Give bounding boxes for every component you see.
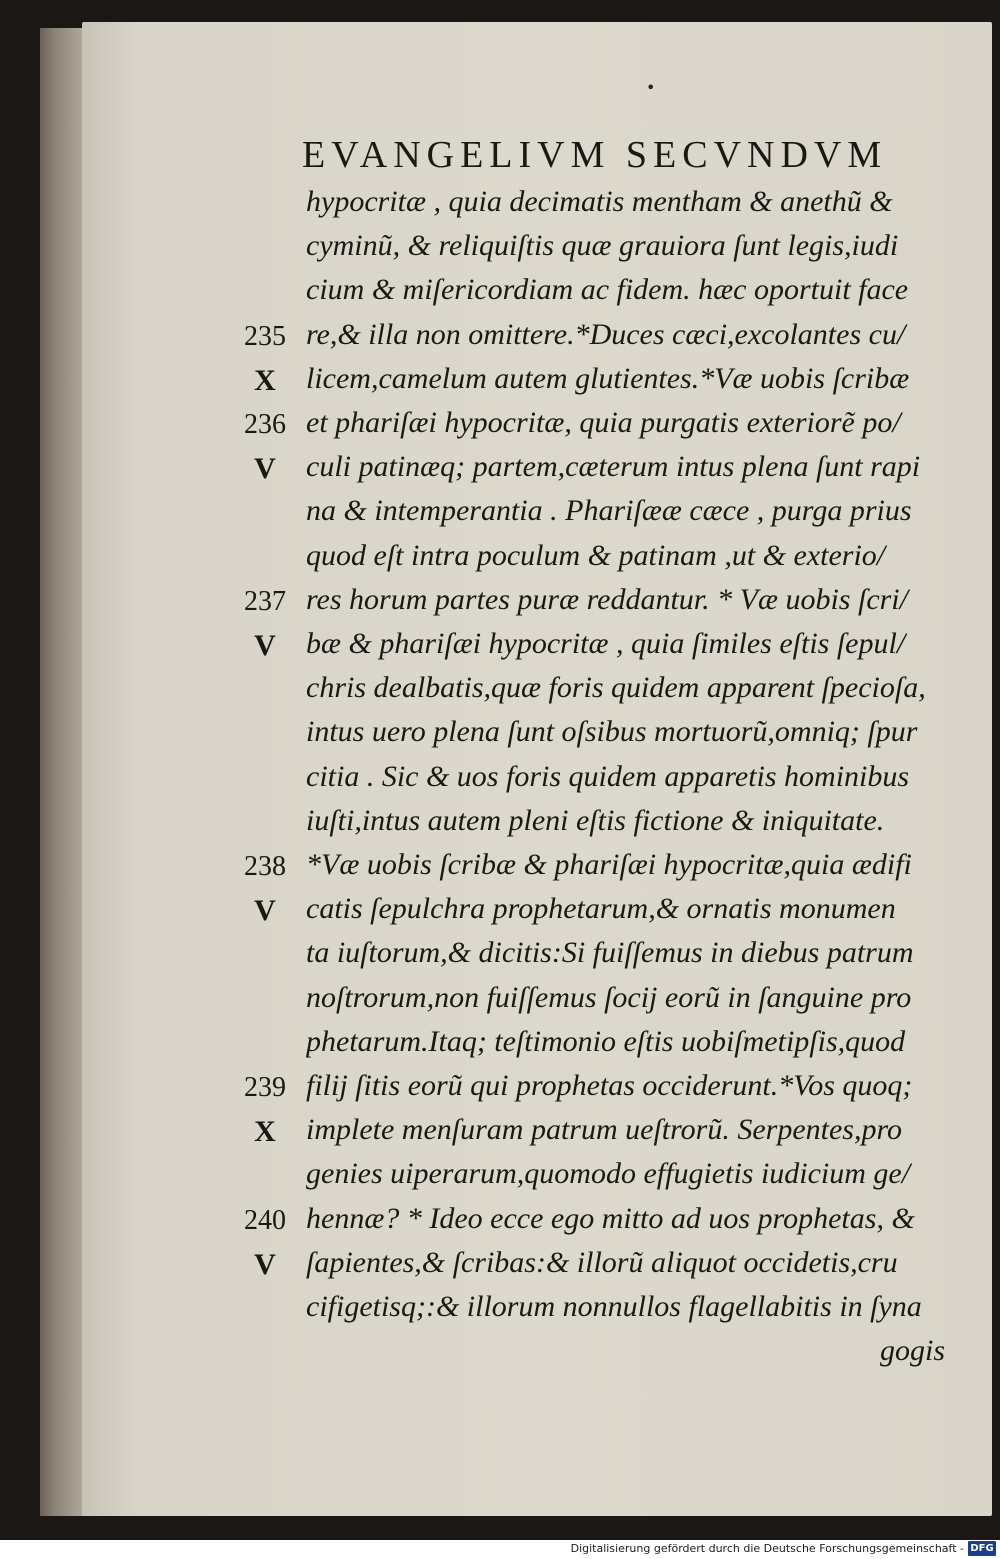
text-line: intus uero plena ſunt oſsibus mortuorũ,omniq; ſpur: [306, 715, 918, 749]
text-line: chris dealbatis,quæ foris quidem apparent ſpecioſa,: [306, 671, 926, 705]
margin-note: V: [254, 1247, 276, 1281]
margin-note: X: [254, 363, 276, 397]
text-line: *Væ uobis ſcribæ & phariſæi hypocritæ,quia ædifi: [306, 848, 912, 881]
text-line: noſtrorum,non fuiſſemus ſocij eorũ in ſanguine pro: [306, 980, 912, 1014]
text-line: citia . Sic & uos foris quidem apparetis hominibus: [306, 759, 910, 793]
margin-note: V: [254, 452, 276, 486]
text-line: re,& illa non omittere.*Duces cæci,excolantes cu/: [306, 317, 906, 351]
text-line: filij ſitis eorũ qui prophetas occiderunt.*Vos quoq;: [306, 1069, 913, 1102]
margin-note: 236: [244, 409, 286, 440]
text-line: ſapientes,& ſcribas:& illorũ aliquot occidetis,cru: [306, 1245, 898, 1279]
folio-mark: •: [646, 78, 656, 97]
text-line: na & intemperantia . Phariſææ cæce , purga prius: [306, 494, 912, 528]
text-line: licem,camelum autem glutientes.*Væ uobis ſcribæ: [306, 361, 910, 395]
text-line: cium & miſericordiam ac fidem. hæc oportuit face: [306, 273, 909, 307]
catchword: gogis: [880, 1334, 946, 1368]
text-line: res horum partes puræ reddantur. * Væ uobis ſcri/: [306, 582, 908, 616]
text-line: et phariſæi hypocritæ, quia purgatis exteriorẽ po/: [306, 406, 901, 439]
text-line: genies uiperarum,quomodo effugietis iudicium ge/: [306, 1157, 911, 1191]
margin-note: 240: [244, 1204, 286, 1236]
margin-note: 235: [244, 320, 286, 352]
margin-note: V: [254, 894, 276, 928]
text-line: iuſti,intus autem pleni eſtis fictione & iniquitate.: [306, 803, 885, 837]
text-line: implete menſuram patrum ueſtrorũ. Serpentes,pro: [306, 1113, 903, 1147]
text-line: ta iuſtorum,& dicitis:Si fuiſſemus in diebus patrum: [306, 936, 914, 970]
text-line: phetarum.Itaq; teſtimonio eſtis uobiſmetipſis,quod: [306, 1024, 906, 1058]
text-line: catis ſepulchra prophetarum,& ornatis monumen: [306, 892, 896, 926]
margin-note: 239: [244, 1072, 286, 1103]
running-head: EVANGELIVM SECVNDVM: [302, 134, 888, 176]
margin-note: 238: [244, 851, 286, 882]
margin-note: 237: [244, 585, 286, 617]
text-line: cyminũ, & reliquiſtis quæ grauiora ſunt legis,iudi: [306, 229, 899, 263]
text-line: hypocritæ , quia decimatis mentham & anethũ &: [306, 185, 893, 218]
text-line: culi patinæq; partem,cæterum intus plena ſunt rapi: [306, 450, 921, 484]
text-line: quod eſt intra poculum & patinam ,ut & exterio/: [306, 538, 886, 572]
footer-credit: Digitalisierung gefördert durch die Deutsche Forschungsgemeinschaft -: [570, 1542, 964, 1555]
text-line: bæ & phariſæi hypocritæ , quia ſimiles eſtis ſepul/: [306, 627, 906, 660]
text-line: hennæ? * Ideo ecce ego mitto ad uos prophetas, &: [306, 1201, 915, 1235]
text-line: cifigetisq;:& illorum nonnullos flagellabitis in ſyna: [306, 1290, 922, 1323]
margin-note: X: [254, 1115, 276, 1149]
margin-note: V: [254, 629, 276, 662]
dfg-logo: DFG: [968, 1541, 996, 1556]
